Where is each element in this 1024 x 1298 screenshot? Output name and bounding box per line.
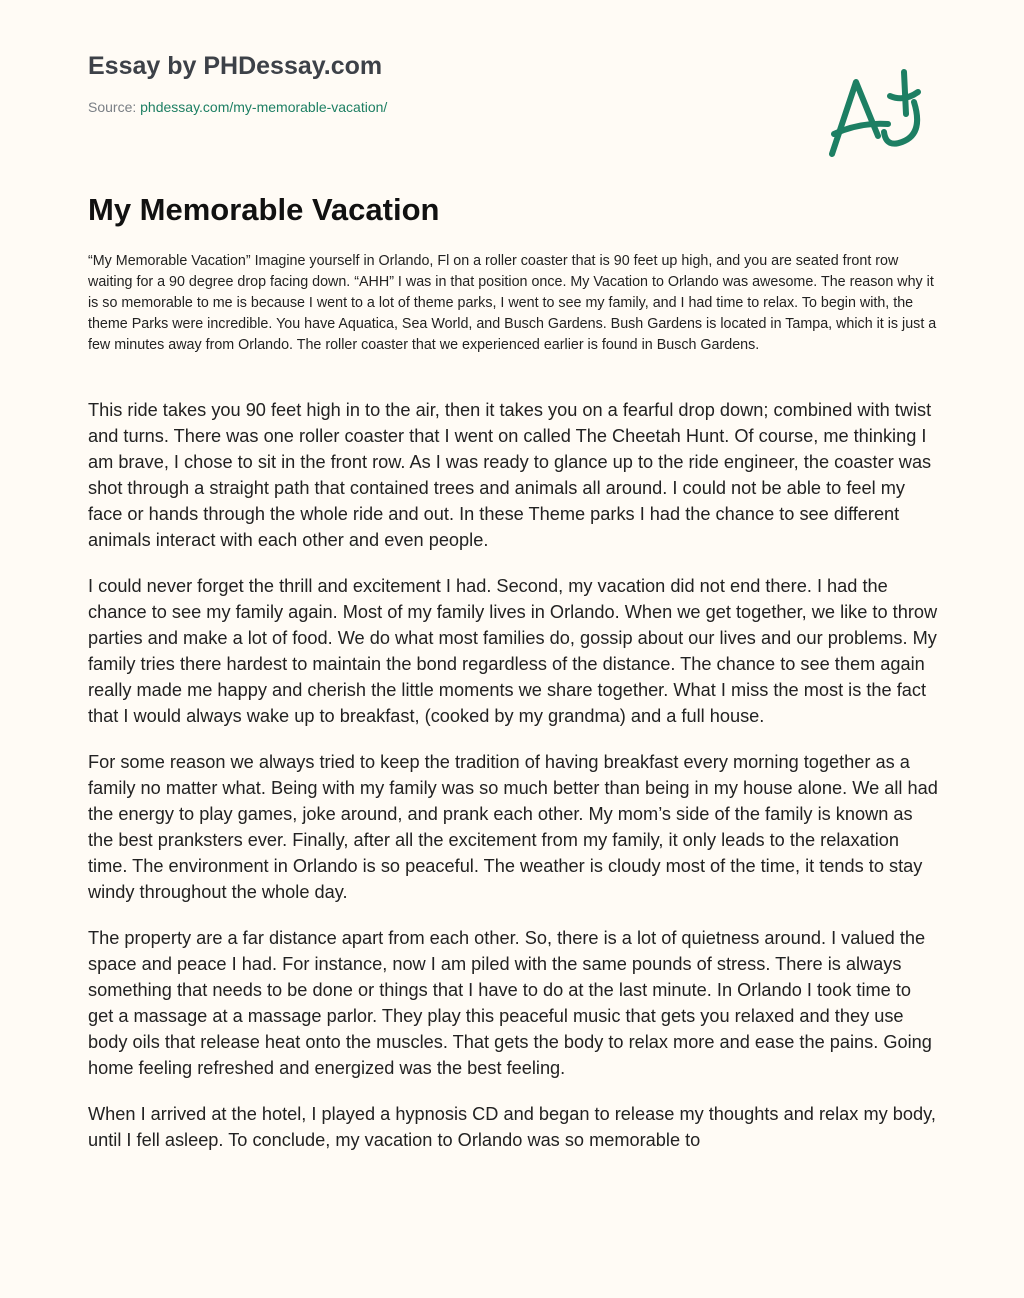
source-link[interactable]: phdessay.com/my-memorable-vacation/ xyxy=(140,99,388,115)
essay-paragraph: I could never forget the thrill and excitement I had. Second, my vacation did not end there. I had the chance to see my family again. Most of my family lives in Orlando. When we get together, we like to throw parties and make a lot of food. We do what most families do, gossip about our lives and our problems. My family tries there hardest to maintain the bond regardless of the distance. The chance to see them again really made me happy and cherish the little moments we share together. What I miss the most is the fact that I would always wake up to breakfast, (cooked by my grandma) and a full house. xyxy=(88,576,938,726)
essay-paragraph: This ride takes you 90 feet high in to the air, then it takes you on a fearful drop down; combined with twist and turns. There was one roller coaster that I went on called The Cheetah Hunt. Of course, me thinking I am brave, I chose to sit in the front row. As I was ready to glance up to the ride engineer, the coaster was shot through a straight path that contained trees and animals all around. I could not be able to feel my face or hands through the whole ride and out. In these Theme parks I had the chance to see different animals interact with each other and even people. xyxy=(88,400,932,550)
essay-title: My Memorable Vacation xyxy=(88,192,440,227)
essay-paragraph: When I arrived at the hotel, I played a hypnosis CD and began to release my thoughts and relax my body, until I fell asleep. To conclude, my vacation to Orlando was so memorable to xyxy=(88,1104,936,1150)
essay-body xyxy=(88,397,940,1173)
site-header xyxy=(88,50,387,116)
essay-paragraph: The property are a far distance apart from each other. So, there is a lot of quietness around. I valued the space and peace I had. For instance, now I am piled with the same pounds of stress. There is always something that needs to be done or things that I have to do at the last minute. In Orlando I took time to get a massage at a massage parlor. They play this peaceful music that gets you relaxed and they use body oils that release heat onto the muscles. That gets the body to relax more and ease the pains. Going home feeling refreshed and energized was the best feeling. xyxy=(88,928,932,1078)
source-label: Source: xyxy=(88,99,137,115)
essay-paragraph: For some reason we always tried to keep the tradition of having breakfast every morning together as a family no matter what. Being with my family was so much better than being in my house alone. We all had the energy to play games, joke around, and prank each other. My mom’s side of the family is known as the best pranksters ever. Finally, after all the excitement from my family, it only leads to the relaxation time. The environment in Orlando is so peaceful. The weather is cloudy most of the time, it tends to stay windy throughout the whole day. xyxy=(88,752,938,902)
essay-intro: “My Memorable Vacation” Imagine yourself in Orlando, Fl on a roller coaster that is 90 feet up high, and you are seated front row waiting for a 90 degree drop facing down. “AHH” I was in that position once. My Vacation to Orlando was awesome. The reason why it is so memorable to me is because I went to a lot of theme parks, I went to see my family, and I had time to relax. To begin with, the theme Parks were incredible. You have Aquatica, Sea World, and Busch Gardens. Bush Gardens is located in Tampa, which it is just a few minutes away from Orlando. The roller coaster that we experienced earlier is found in Busch Gardens. xyxy=(88,253,937,353)
site-title: Essay by PHDessay.com xyxy=(88,52,383,80)
source-line xyxy=(88,98,387,116)
a-plus-grade-icon xyxy=(820,62,930,162)
